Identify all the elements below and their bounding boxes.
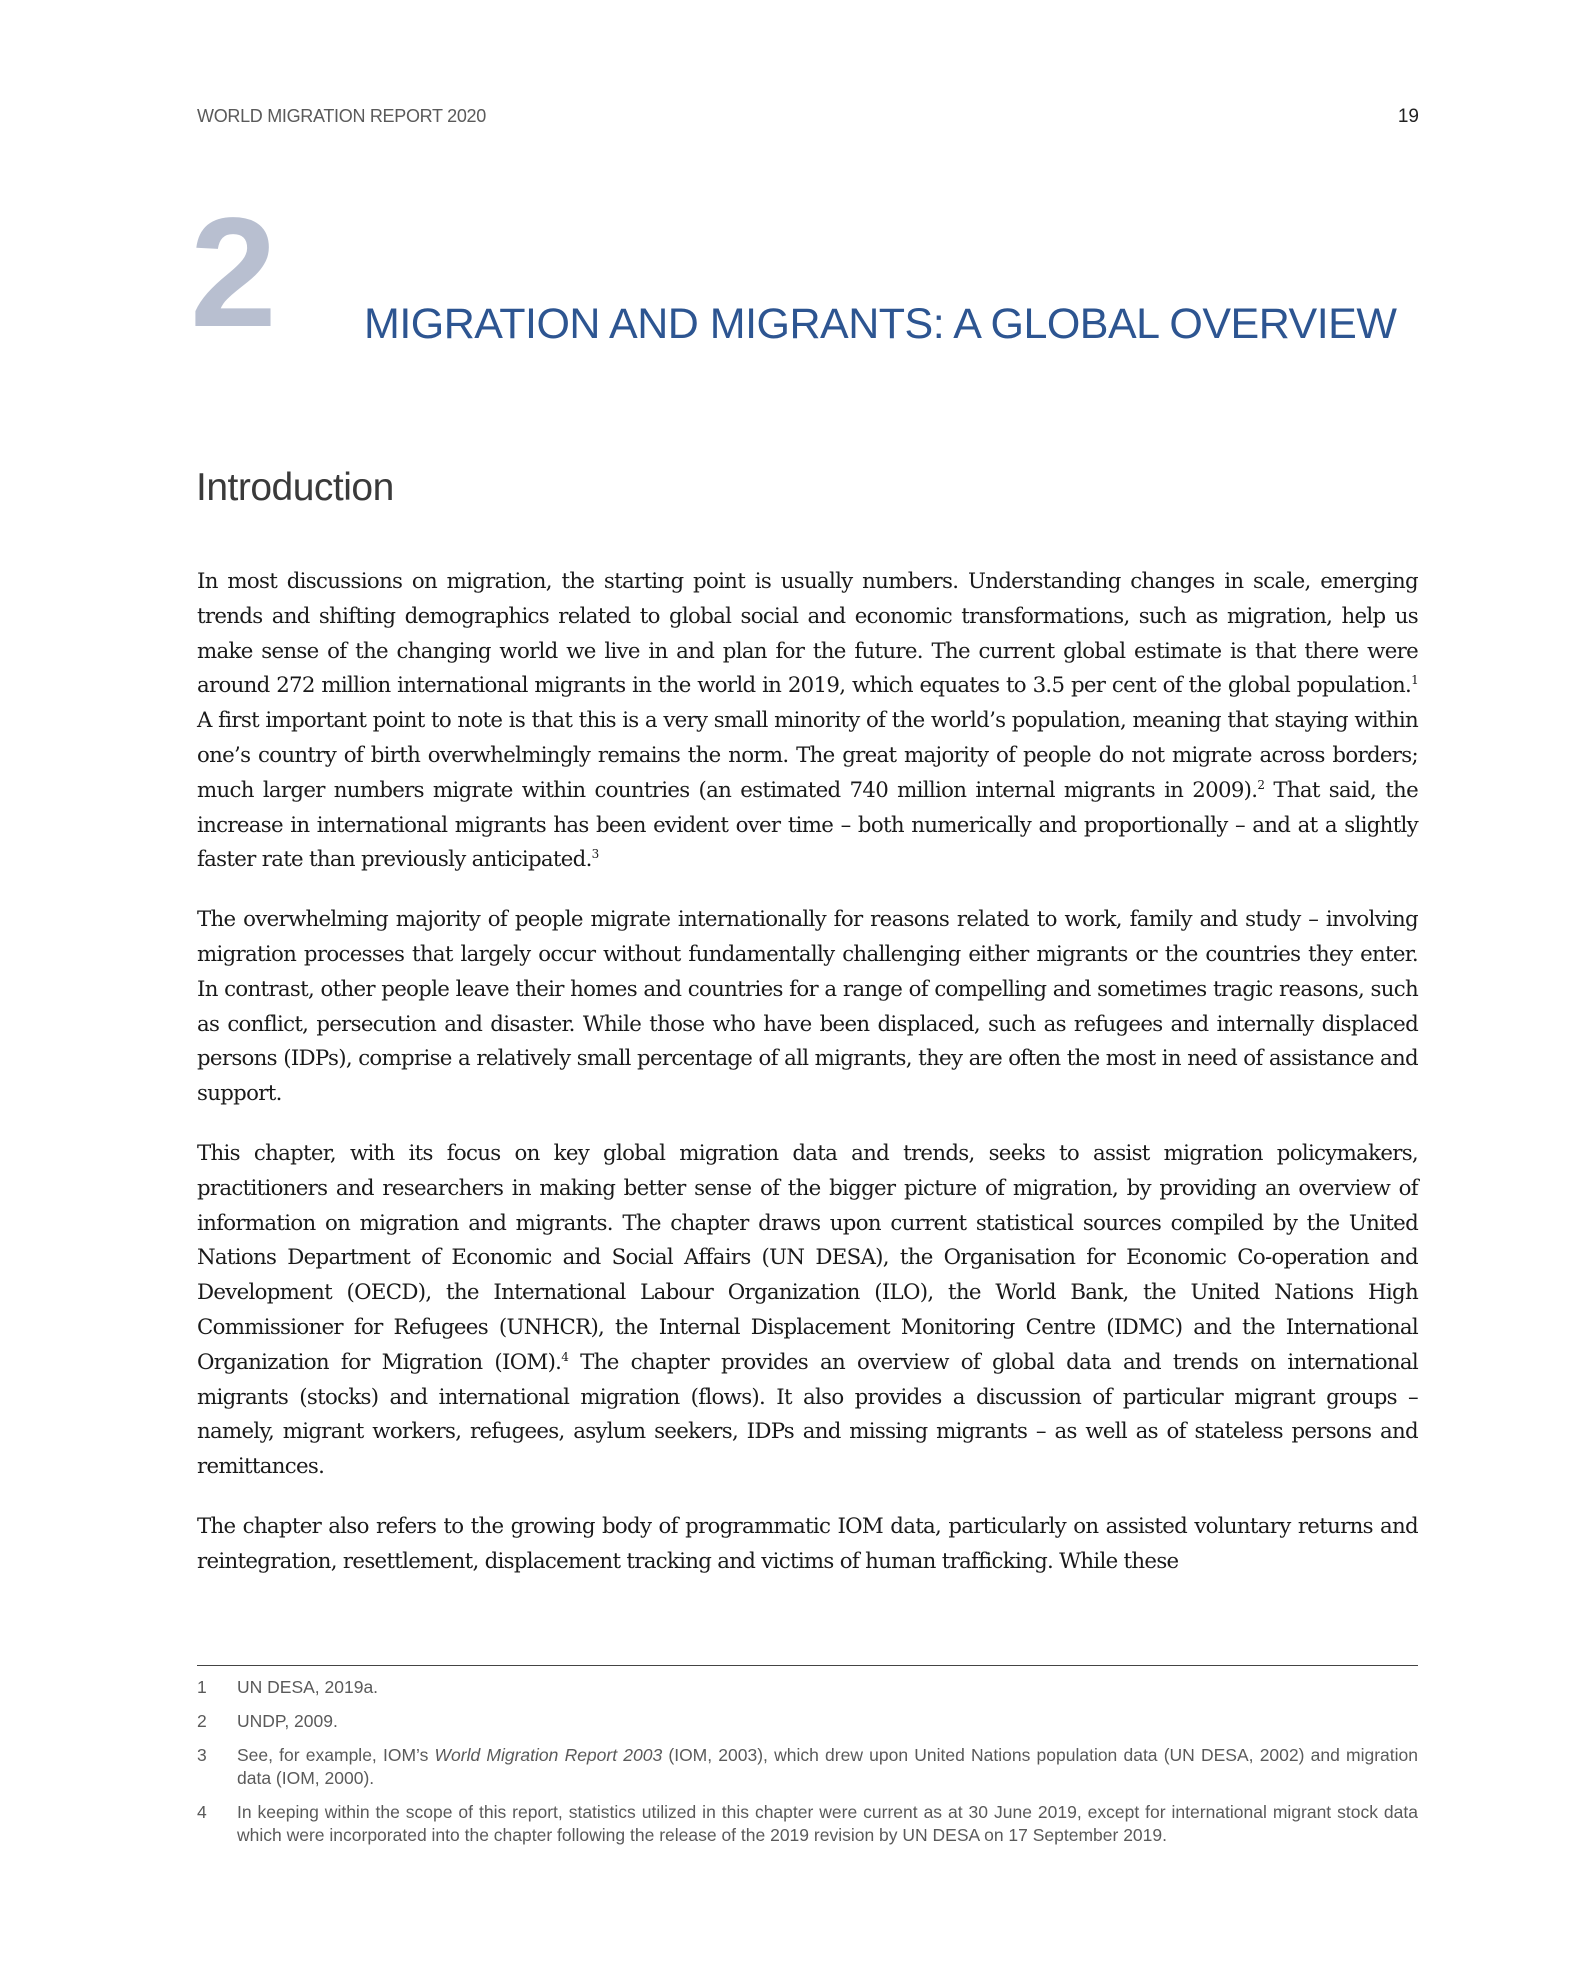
footnote-ref-4[interactable]: 4 (561, 1349, 569, 1364)
footnote-1 (197, 1676, 1418, 1699)
footnote-ref-2[interactable]: 2 (1257, 777, 1265, 792)
footnote-text: In keeping within the scope of this report, statistics utilized in this chapter were current as at 30 June 2019, except for international migrant stock data which were incorporated into the chapter following the release of the 2019 revision by UN DESA on 17 September 2019. (237, 1802, 1418, 1845)
paragraph-1-part-b: A first important point to note is that this is a very small minority of the world’s population, meaning that staying within one’s country of birth overwhelmingly remains the norm. The great majority of people do not migrate across borders; much larger numbers migrate within countries (an estimated 740 million internal migrants in 2009). (197, 708, 1418, 803)
chapter-title: MIGRATION AND MIGRANTS: A GLOBAL OVERVIEW (364, 300, 1397, 348)
footnote-3 (197, 1744, 1418, 1790)
running-title: WORLD MIGRATION REPORT 2020 (197, 106, 486, 126)
paragraph-1-part-c: That said, the increase in international migrants has been evident over time – both numerically and proportionally – and at a slightly faster rate than previously anticipated. (197, 777, 1418, 873)
paragraph-1-part-a: In most discussions on migration, the starting point is usually numbers. Understanding changes in scale, emerging trends and shifting demographics related to global social and economic transformations, such as migration, help us make sense of the changing world we live in and plan for the future. The current global estimate is that there were around 272 million international migrants in the world in 2019, which equates to 3.5 per cent of the global population. (197, 569, 1418, 699)
footnotes (197, 1676, 1418, 1858)
footnote-text (237, 1744, 1418, 1790)
paragraph-4: The chapter also refers to the growing body of programmatic IOM data, particularly on assisted voluntary returns and reintegration, resettlement, displacement tracking and victims of human trafficking. While these (197, 1513, 1418, 1574)
paragraph-3-part-b: The chapter provides an overview of global data and trends on international migrants (stocks) and international migration (flows). It also provides a discussion of particular migrant groups – namely, migrant workers, refugees, asylum seekers, IDPs and missing migrants – as well as of stateless persons and remittances. (197, 1349, 1418, 1480)
footnote-number: 1 (197, 1677, 207, 1697)
page-number: 19 (1397, 106, 1419, 127)
footnote-text-after: (IOM, 2003), which drew upon United Nations population data (UN DESA, 2002) and migration data (IOM, 2000). (237, 1745, 1418, 1788)
paragraph-1 (197, 565, 1418, 878)
footnote-ref-1[interactable]: 1 (1411, 673, 1418, 688)
footnote-divider (197, 1665, 1418, 1666)
footnote-ref-3[interactable]: 3 (591, 847, 599, 862)
paragraph-2: The overwhelming majority of people migrate internationally for reasons related to work, family and study – involving migration processes that largely occur without fundamentally challenging either migrants or the countries they enter. In contrast, other people leave their homes and countries for a range of compelling and sometimes tragic reasons, such as conflict, persecution and disaster. While those who have been displaced, such as refugees and internally displaced persons (IDPs), comprise a relatively small percentage of all migrants, they are often the most in need of assistance and support. (197, 907, 1418, 1107)
body-text (197, 565, 1418, 1605)
section-heading: Introduction (196, 466, 394, 509)
footnote-text-before: See, for example, IOM’s (237, 1745, 435, 1765)
footnote-text: UNDP, 2009. (237, 1711, 338, 1731)
footnote-number: 3 (197, 1745, 207, 1765)
footnote-number: 4 (197, 1802, 207, 1822)
footnote-2 (197, 1710, 1418, 1733)
paragraph-3 (197, 1137, 1418, 1485)
footnote-4 (197, 1801, 1418, 1847)
chapter-number: 2 (190, 186, 273, 360)
footnote-cited-title: World Migration Report 2003 (434, 1745, 663, 1765)
footnote-number: 2 (197, 1711, 207, 1731)
paragraph-3-part-a: This chapter, with its focus on key global migration data and trends, seeks to assist migration policymakers, practitioners and researchers in making better sense of the bigger picture of migration, by providing an overview of information on migration and migrants. The chapter draws upon current statistical sources compiled by the United Nations Department of Economic and Social Affairs (UN DESA), the Organisation for Economic Co-operation and Development (OECD), the International Labour Organization (ILO), the World Bank, the United Nations High Commissioner for Refugees (UNHCR), the Internal Displacement Monitoring Centre (IDMC) and the International Organization for Migration (IOM). (197, 1140, 1418, 1375)
footnote-text: UN DESA, 2019a. (237, 1677, 379, 1697)
